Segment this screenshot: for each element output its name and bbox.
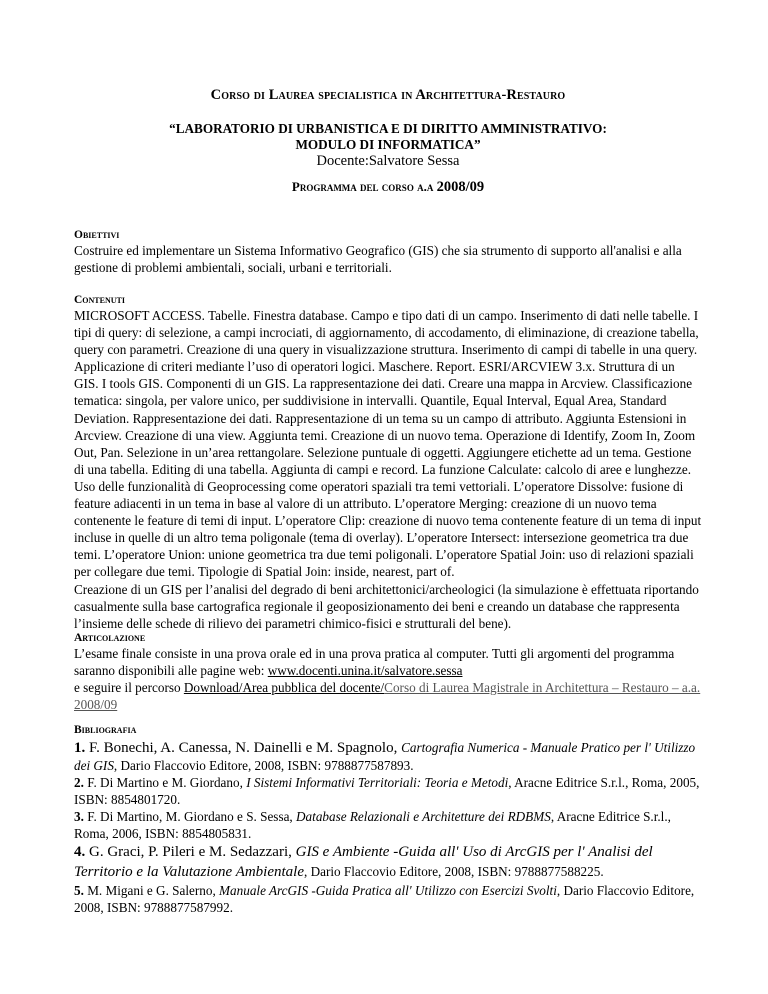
articolazione-text [74,645,702,713]
section-articolazione [74,632,702,713]
articolazione-text-1: L’esame finale consiste in una prova orale ed in una prova pratica al computer. Tutti gli argomenti del programma saranno disponibili alle pagine web: [74,646,675,679]
bib-item-2 [74,774,702,808]
course-title: Corso di Laurea specialistica in Architettura-Restauro [210,87,566,103]
download-path: Download/Area pubblica del docente/ [183,680,385,696]
obiettivi-text: Costruire ed implementare un Sistema Informativo Geografico (GIS) che sia strumento di supporto all'analisi e alla gestione di problemi ambientali, sociali, urbani e territoriali. [74,243,682,276]
section-obiettivi [74,229,702,276]
bib-item-3 [74,808,702,842]
bib-title: Manuale ArcGIS -Guida Pratica all' Utilizzo con Esercizi Svolti [219,882,557,898]
bib-num: 1. [74,740,86,756]
contenuti-heading: Contenuti [74,294,125,306]
bib-title: Database Relazionali e Architetture dei RDBMS [296,809,551,825]
bib-num: 3. [74,809,84,825]
bib-item-5 [74,882,702,916]
bib-title: GIS e Ambiente -Guida all' Uso di ArcGIS per l' Analisi del Territorio e la Valutazione Ambientale [74,843,653,880]
programma-year: 2008/09 [436,179,485,195]
obiettivi-heading: Obiettivi [74,229,120,241]
bib-title: I Sistemi Informativi Territoriali: Teoria e Metodi [246,775,509,791]
bib-num: 5. [74,882,84,898]
bib-item-1 [74,739,702,774]
docente: Docente:Salvatore Sessa [316,153,460,169]
section-bibliografia [74,724,702,916]
bibliografia-heading: Bibliografia [74,724,137,736]
bib-num: 2. [74,775,84,791]
bib-item-4 [74,843,702,882]
programma-label: Programma del corso a.a [291,179,434,194]
docenti-link[interactable]: www.docenti.unina.it/salvatore.sessa [267,663,463,679]
articolazione-heading: Articolazione [74,632,146,644]
lab-title-line2: MODULO DI INFORMATICA” [295,137,481,152]
bib-rest: , Dario Flaccovio Editore, 2008, ISBN: 9788877587893. [113,758,414,774]
bib-authors: F. Di Martino, M. Giordano e S. Sessa, [83,809,297,825]
programma-heading [74,179,702,196]
lab-title-block [74,121,702,169]
bib-rest: , Aracne Editrice S.r.l., Roma, 2006, ISBN: 8854805831. [74,809,671,842]
bib-authors: F. Di Martino e M. Giordano, [83,775,247,791]
articolazione-text-2: e seguire il percorso [74,680,184,696]
download-path-tail: Corso di Laurea Magistrale in Architettura – Restauro – a.a. 2008/09 [74,680,701,713]
bib-title: Cartografia Numerica - Manuale Pratico per l' Utilizzo dei GIS [74,740,696,774]
section-contenuti [74,294,702,632]
lab-title-line1: “LABORATORIO DI URBANISTICA E DI DIRITTO AMMINISTRATIVO: [169,121,607,136]
bib-authors: M. Migani e G. Salerno, [83,882,220,898]
bib-rest: , Dario Flaccovio Editore, 2008, ISBN: 9788877587992. [74,882,695,915]
bib-authors: G. Graci, P. Pileri e M. Sedazzari, [85,843,296,860]
contenuti-paragraph-2: Creazione di un GIS per l’analisi del degrado di beni architettonici/archeologici (la simulazione è effettuata riportando casualmente sulla base cartografica regionale il geoposizionamento dei beni e creando un database che rappresenta l’insieme delle schede di rilievo dei parametri chimico-fisici e strutturali del bene). [74,581,699,631]
bib-authors: F. Bonechi, A. Canessa, N. Dainelli e M. Spagnolo, [85,740,402,756]
contenuti-paragraph-1: MICROSOFT ACCESS. Tabelle. Finestra database. Campo e tipo dati di un campo. Inserimento di dati nelle tabelle. I tipi di query: di selezione, a campi incrociati, di aggiornamento, di accodamento, di eliminazione, di creazione tabella, query con parametri. Creazione di una query in visualizzazione struttura. Inserimento di campi di tabelle in una query. Applicazione di criteri mediante l’uso di operatori logici. Maschere. Report. ESRI/ARCVIEW 3.x. Struttura di un GIS. I tools GIS. Componenti di un GIS. La rappresentazione dei dati. Creare una mappa in Arcview. Classificazione tematica: singola, per valore unico, per suddivisione in intervalli. Quantile, Equal Interval, Equal Area, Standard Deviation. Rappresentazione dei dati. Rappresentazione di un tema su un campo di attributo. Aggiunta Estensioni in Arcview. Creazione di una view. Aggiunta temi. Creazione di un nuovo tema. Operazione di Identify, Zoom In, Zoom Out, Pan. Selezione in un’area rettangolare. Selezione puntuale di oggetti. Aggiungere etichette ad un tema. Gestione di una tabella. Editing di una tabella. Aggiunta di campi e record. La funzione Calculate: calcolo di aree e lunghezze. Uso delle funzionalità di Geoprocessing come operatori spaziali tra temi vettoriali. L’operatore Dissolve: fusione di feature adiacenti in un tema in base al valore di un attributo. L’operatore Merging: creazione di un nuovo tema contenente le feature di temi di input. L’operatore Clip: creazione di nuovo tema contenente feature di un tema di input incluse in quelle di un altro tema poligonale (tema di overlay). L’operatore Intersect: intersezione geometrica tra due temi. L’operatore Union: unione geometrica tra due temi poligonali. L’operatore Spatial Join: uso di relazioni spaziali per collegare due temi. Tipologie di Spatial Join: inside, nearest, part of. [74,308,702,580]
bib-rest: , Dario Flaccovio Editore, 2008, ISBN: 9788877588225. [304,863,604,879]
bib-rest: , Aracne Editrice S.r.l., Roma, 2005, ISBN: 8854801720. [74,775,700,808]
bib-num: 4. [74,843,86,860]
